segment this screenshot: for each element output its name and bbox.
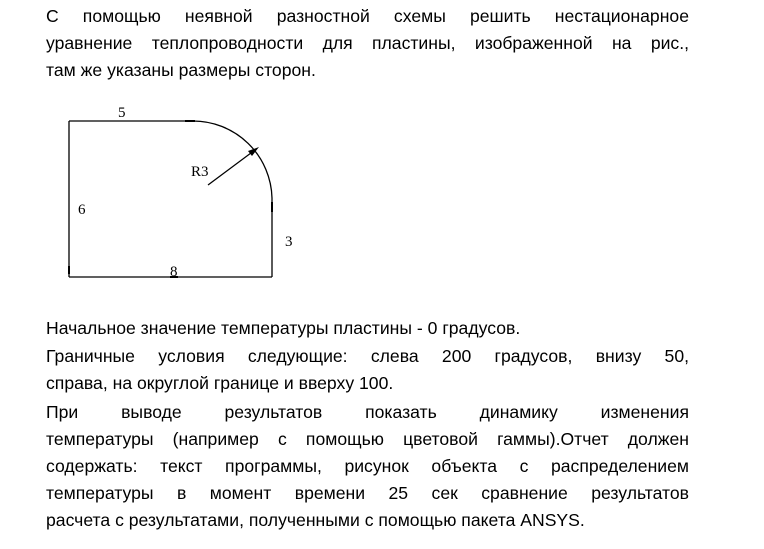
initial-condition-paragraph — [46, 315, 689, 342]
label-radius: R3 — [191, 164, 209, 180]
plate-figure — [60, 98, 320, 288]
text-line: С помощью неявной разностной схемы решить нестационарное — [46, 6, 689, 26]
text-line: температуры (например с помощью цветовой гаммы).Отчет должен — [46, 429, 689, 449]
task-intro-paragraph — [46, 3, 689, 84]
text-line: Граничные условия следующие: слева 200 градусов, внизу 50, — [46, 346, 689, 366]
text-line: расчета с результатами, полученными с помощью пакета ANSYS. — [46, 510, 585, 530]
output-requirements-paragraph — [46, 399, 689, 534]
radius-arrow-line — [208, 150, 255, 185]
text-line: Начальное значение температуры пластины - 0 градусов. — [46, 318, 521, 338]
text-line: содержать: текст программы, рисунок объекта с распределением — [46, 456, 689, 476]
label-left-side: 6 — [78, 202, 86, 218]
text-line: При выводе результатов показать динамику изменения — [46, 402, 689, 422]
plate-rounded-corner — [193, 121, 272, 198]
label-right-side: 3 — [285, 234, 293, 250]
text-line: справа, на округлой границе и вверху 100. — [46, 373, 394, 393]
text-line: уравнение теплопроводности для пластины, изображенной на рис., — [46, 33, 689, 53]
label-bottom-side: 8 — [170, 264, 178, 280]
boundary-conditions-paragraph — [46, 343, 689, 397]
text-line: температуры в момент времени 25 сек сравнение результатов — [46, 483, 689, 503]
label-top-side: 5 — [118, 105, 126, 121]
text-line: там же указаны размеры сторон. — [46, 60, 316, 80]
